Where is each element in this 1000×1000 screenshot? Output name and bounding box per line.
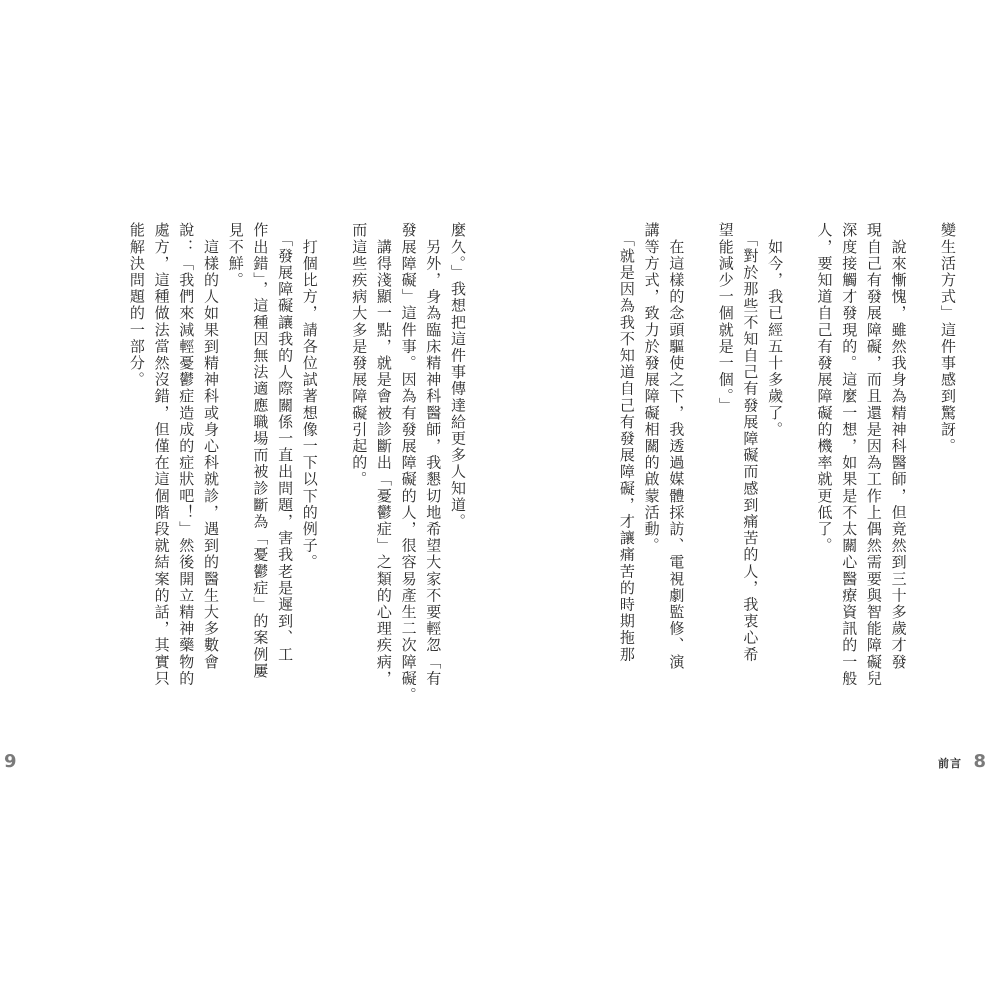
text-column: 打個比方，請各位試著想像一下以下的例子。 [300, 222, 319, 571]
text-column: 講得淺顯一點，就是會被診斷出「憂鬱症」之類的心理疾病， [374, 222, 393, 687]
text-column: 深度接觸才發現的。這麼一想，如果是不太關心醫療資訊的一般 [840, 222, 859, 687]
text-column: 變生活方式」這件事感到驚訝。 [939, 222, 957, 455]
right-page-body-text [614, 222, 960, 687]
paragraph-gap [911, 222, 936, 662]
text-column: 說：「我們來減輕憂鬱症造成的症狀吧！」然後開立精神藥物的 [177, 222, 196, 687]
text-column: 能解決問題的一部分。 [127, 222, 146, 388]
text-column: 如今，我已經五十多歲了。 [766, 222, 785, 438]
paragraph-gap [787, 222, 812, 662]
text-column: 而這些疾病大多是發展障礙引起的。 [350, 222, 369, 488]
text-column: 作出錯」，這種因無法適應職場而被診斷為「憂鬱症」的案例屢 [251, 222, 270, 680]
page-number: 9 [4, 751, 17, 772]
text-column: 這樣的人如果到精神科或身心科就診，遇到的醫生大多數會 [201, 222, 220, 671]
text-column: 另外，身為臨床精神科醫師，我懇切地希望大家不要輕忽「有 [424, 222, 443, 687]
text-column: 發展障礙」這件事。因為有發展障礙的人，很容易產生二次障礙。 [399, 222, 418, 704]
text-column: 麼久。」我想把這件事傳達給更多人知道。 [449, 222, 467, 530]
text-column: 現自己有發展障礙，而且還是因為工作上偶然需要與智能障礙兒 [864, 222, 883, 687]
text-column: 處方，這種做法當然沒錯，但僅在這個階段就結案的話，其實只 [152, 222, 171, 687]
text-column: 見不鮮。 [226, 222, 245, 289]
text-column: 「就是因為我不知道自己有發展障礙，才讓痛苦的時期拖那 [617, 222, 636, 663]
page-number: 8 [973, 751, 986, 772]
text-column: 望能減少一個就是一個。」 [716, 222, 735, 414]
running-head: 前言 [938, 757, 962, 770]
text-column: 講等方式，致力於發展障礙相關的啟蒙活動。 [642, 222, 661, 554]
left-page-body-text [124, 222, 470, 704]
paragraph-gap [322, 222, 347, 662]
text-column: 「對於那些不知自己有發展障礙而感到痛苦的人，我衷心希 [741, 222, 760, 663]
text-column: 人，要知道自己有發展障礙的機率就更低了。 [815, 222, 834, 554]
text-column: 在這樣的念頭驅使之下，我透過媒體採訪、電視劇監修、演 [667, 222, 686, 671]
right-page [500, 0, 1000, 1000]
paragraph-gap [688, 222, 713, 662]
text-column: 「發展障礙讓我的人際關係一直出問題，害我老是遲到、工 [276, 222, 295, 663]
text-column: 說來慚愧，雖然我身為精神科醫師，但竟然到三十多歲才發 [889, 222, 908, 671]
